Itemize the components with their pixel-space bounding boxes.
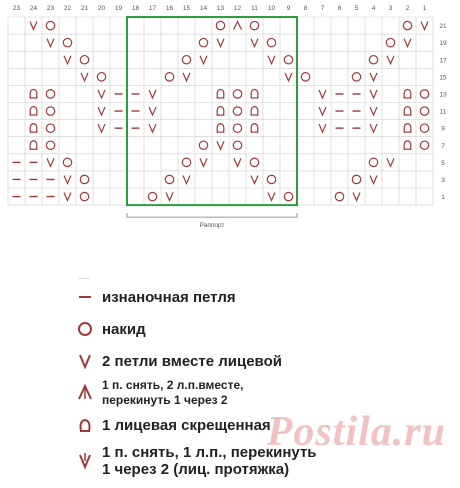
caret-icon [234,22,242,30]
v-icon [370,73,377,81]
v-icon [217,39,224,47]
v-icon [217,141,224,149]
column-number: 14 [199,5,208,12]
column-number: 8 [303,5,308,12]
circle-icon [80,175,88,183]
v-icon [404,39,411,47]
column-number: 4 [371,5,376,12]
column-number: 6 [337,5,342,12]
repeat-bracket [127,213,297,217]
v-icon [319,90,326,98]
twist-icon [30,141,37,150]
v-icon [319,107,326,115]
row-number: 11 [439,108,447,116]
v-icon [370,107,377,115]
v-icon [387,56,394,64]
circle-icon [233,141,241,149]
v-icon [268,193,275,201]
circle-icon [199,141,207,149]
twist-icon [30,89,37,98]
column-number: 2 [405,5,410,12]
circle-icon [420,124,428,132]
v-icon [200,56,207,64]
circle-icon [63,38,71,46]
circle-icon [46,107,54,115]
row-number: 1 [441,194,445,202]
circle-icon [352,175,360,183]
circle-icon [182,158,190,166]
twist-icon [404,141,411,150]
circle-icon [216,21,224,29]
twist-icon [404,124,411,132]
column-number: 16 [165,5,174,12]
v-icon [370,124,377,132]
circle-icon [284,56,292,64]
row-number: 13 [439,91,447,99]
circle-icon [284,192,292,200]
twist-icon [404,107,411,116]
v-icon [166,193,173,201]
legend-item-sk2p [68,378,448,408]
column-number: 11 [251,5,258,12]
circle-icon [63,158,71,166]
v-icon [98,107,105,115]
row-number: 7 [441,142,445,150]
twist-icon [30,124,37,132]
column-number: 12 [233,5,242,12]
legend-item-purl [68,286,448,308]
circle-icon [420,107,428,115]
v-icon [149,124,156,132]
circle-icon [420,90,428,98]
v-icon [251,175,258,183]
circle-icon [403,21,411,29]
circle-icon [46,124,54,132]
column-number: 5 [354,5,359,12]
circle-icon [80,56,88,64]
row-number: 17 [439,57,447,65]
twist-icon [251,89,258,98]
circle-icon [267,175,275,183]
watermark: Postila.ru [266,409,446,455]
legend-label: накид [102,320,146,338]
twist-icon [251,124,258,132]
v-icon [64,193,71,201]
v-icon [268,56,275,64]
row-number: 15 [439,74,447,82]
circle-icon [46,21,54,29]
v-icon [200,158,207,166]
circle-icon [182,56,190,64]
legend [68,286,448,478]
circle-icon [250,158,258,166]
column-number: 17 [148,5,157,12]
circle-icon [420,141,428,149]
legend-label: 1 п. снять, 2 л.п.вместе, перекинуть 1 через 2 [102,378,244,407]
legend-item-twisted-knit [68,414,448,436]
v-icon [68,450,102,472]
repeat-label: Раппорт [199,222,225,230]
circle-icon [80,192,88,200]
circle-icon [46,141,54,149]
circle-icon [233,107,241,115]
legend-label: 1 п. снять, 1 л.п., перекинуть 1 через 2 (лиц. протяжка) [102,444,317,478]
v-icon [285,73,292,81]
circle-icon [68,318,102,340]
circle-icon [148,192,156,200]
circle-icon [250,21,258,29]
circle-icon [97,73,105,81]
separator-line [78,278,90,279]
column-number: 1 [422,5,427,12]
v-icon [64,175,71,183]
column-number: 19 [114,5,123,12]
circle-icon [301,73,309,81]
twist-icon [68,414,102,436]
dash-icon [68,286,102,308]
circle-icon [267,38,275,46]
v-icon [98,90,105,98]
twist-icon [251,107,258,116]
circle-icon [369,158,377,166]
legend-label: 2 петли вместе лицевой [102,352,282,370]
row-number: 5 [441,159,445,167]
v-icon [30,22,37,30]
twist-icon [217,107,224,116]
column-number: 21 [80,5,89,12]
legend-label: изнаночная петля [102,288,236,306]
column-number: 3 [388,5,393,12]
knitting-chart [0,0,460,240]
twist-icon [217,124,224,132]
v-icon [47,158,54,166]
v-icon [149,90,156,98]
v-icon [183,175,190,183]
legend-item-skp [68,444,448,478]
v-icon [68,350,102,372]
v-icon [251,39,258,47]
v-icon [47,39,54,47]
twist-icon [217,89,224,98]
v-icon [319,124,326,132]
circle-icon [165,175,173,183]
v-icon [149,107,156,115]
column-number: 7 [320,5,325,12]
v-icon [353,193,360,201]
twist-icon [30,107,37,116]
column-number: 22 [63,5,72,12]
legend-item-k2tog [68,350,448,372]
circle-icon [46,90,54,98]
column-number: 20 [97,5,106,12]
circle-icon [369,56,377,64]
v-icon [421,22,428,30]
column-number: 15 [182,5,191,12]
row-number: 19 [439,40,447,48]
legend-item-yarn-over [68,318,448,340]
v-icon [98,124,105,132]
column-number: 24 [29,5,38,12]
circle-icon [233,124,241,132]
column-number: 9 [286,5,291,12]
column-number: 13 [216,5,225,12]
v-icon [234,158,241,166]
twist-icon [404,89,411,98]
column-number: 18 [131,5,140,12]
circle-icon [165,73,173,81]
v-icon [370,175,377,183]
circle-icon [352,73,360,81]
circle-icon [335,192,343,200]
v-icon [387,158,394,166]
v-icon [370,90,377,98]
caret-icon [68,382,102,404]
v-icon [81,73,88,81]
column-number: 10 [267,5,276,12]
circle-icon [199,38,207,46]
column-number: 23 [46,5,55,12]
v-icon [183,73,190,81]
v-icon [64,56,71,64]
row-number: 9 [441,125,445,133]
circle-icon [386,38,394,46]
legend-label: 1 лицевая скрещенная [102,416,271,434]
circle-icon [233,90,241,98]
row-number: 21 [439,23,447,31]
column-number: 23 [12,5,21,12]
row-number: 3 [441,176,445,184]
